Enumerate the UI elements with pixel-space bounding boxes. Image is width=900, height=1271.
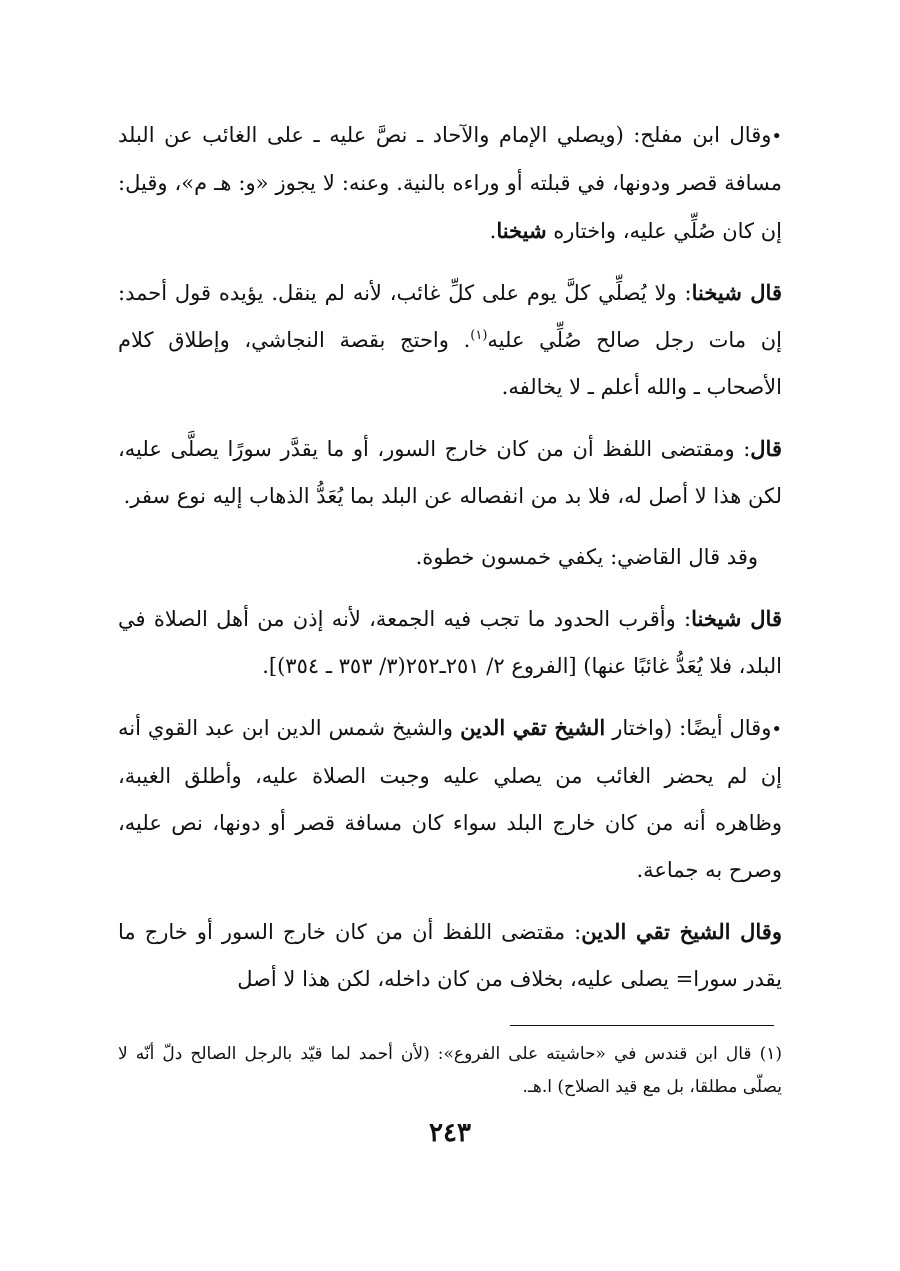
paragraph-end: . [489,219,497,243]
paragraph-text: وقال أيضًا: (واختار [612,716,772,740]
paragraph-4 [118,534,782,581]
paragraph-3 [118,425,782,520]
footnote-divider [510,1025,774,1026]
paragraph-5 [118,595,782,690]
paragraph-text: : ولا يُصلِّي كلَّ يوم على كلِّ غائب، لأنه لم ينقل. يؤيده قول أحمد: إن مات رجل صالح صُلِّي عليه [118,281,782,352]
bold-term: الشيخ تقي الدين [460,715,606,740]
bold-term: قال شيخنا [691,280,782,305]
paragraph-text: وقال ابن مفلح: (ويصلي الإمام والآحاد ـ نصَّ عليه ـ على الغائب عن البلد مسافة قصر ودونها، في قبلته أو وراءه بالنية. وعنه: لا يجوز «و: هـ م»، وقيل: إن كان صُلِّي عليه، واختاره [118,123,782,243]
footnote-text: (١) قال ابن قندس في «حاشيته على الفروع»: (لأن أحمد لما قيّد بالرجل الصالح دلّ أنّه لا يصلّى مطلقا، بل مع قيد الصلاح) ا.هـ. [118,1044,782,1097]
paragraph-text: وقد قال القاضي: يكفي خمسون خطوة. [415,545,758,569]
paragraph-2 [118,269,782,411]
bold-term: قال [750,436,782,461]
paragraph-7 [118,908,782,1003]
bold-term: قال شيخنا [691,606,782,631]
paragraph-1 [118,112,782,255]
paragraph-text: : وأقرب الحدود ما تجب فيه الجمعة، لأنه إذن من أهل الصلاة في البلد، فلا يُعَدُّ غائبًا عنها) [الفروع ٢/ ٢٥١ـ٢٥٢(٣/ ٣٥٣ ـ ٣٥٤)]. [118,607,782,678]
bullet-icon: • [771,719,782,740]
bold-term: شيخنا [496,218,547,243]
page-body [118,112,782,1017]
paragraph-6 [118,704,782,894]
footnote-ref: (١) [470,328,488,343]
page-number: ٢٤٣ [429,1118,471,1148]
paragraph-text: : مقتضى اللفظ أن من كان خارج السور أو خارج ما يقدر سورا= يصلى عليه، بخلاف من كان داخله، لكن هذا لا أصل [118,920,782,991]
bold-term: وقال الشيخ تقي الدين [581,919,782,944]
bullet-icon: • [771,126,782,147]
paragraph-text-2: . واحتج بقصة النجاشي، وإطلاق كلام الأصحاب ـ والله أعلم ـ لا يخالفه. [118,328,782,399]
paragraph-text: : ومقتضى اللفظ أن من كان خارج السور، أو ما يقدَّر سورًا يصلَّى عليه، لكن هذا لا أصل له، فلا بد من انفصاله عن البلد بما يُعَدُّ الذهاب إليه نوع سفر. [118,437,782,508]
footnote [118,1038,782,1104]
paragraph-text-2: والشيخ شمس الدين ابن عبد القوي أنه إن لم يحضر الغائب من يصلي عليه وجبت الصلاة عليه، وأطلق الغيبة، وظاهره أنه من كان خارج البلد سواء كان مسافة قصر أو دونها، نص عليه، وصرح به جماعة. [118,716,782,882]
